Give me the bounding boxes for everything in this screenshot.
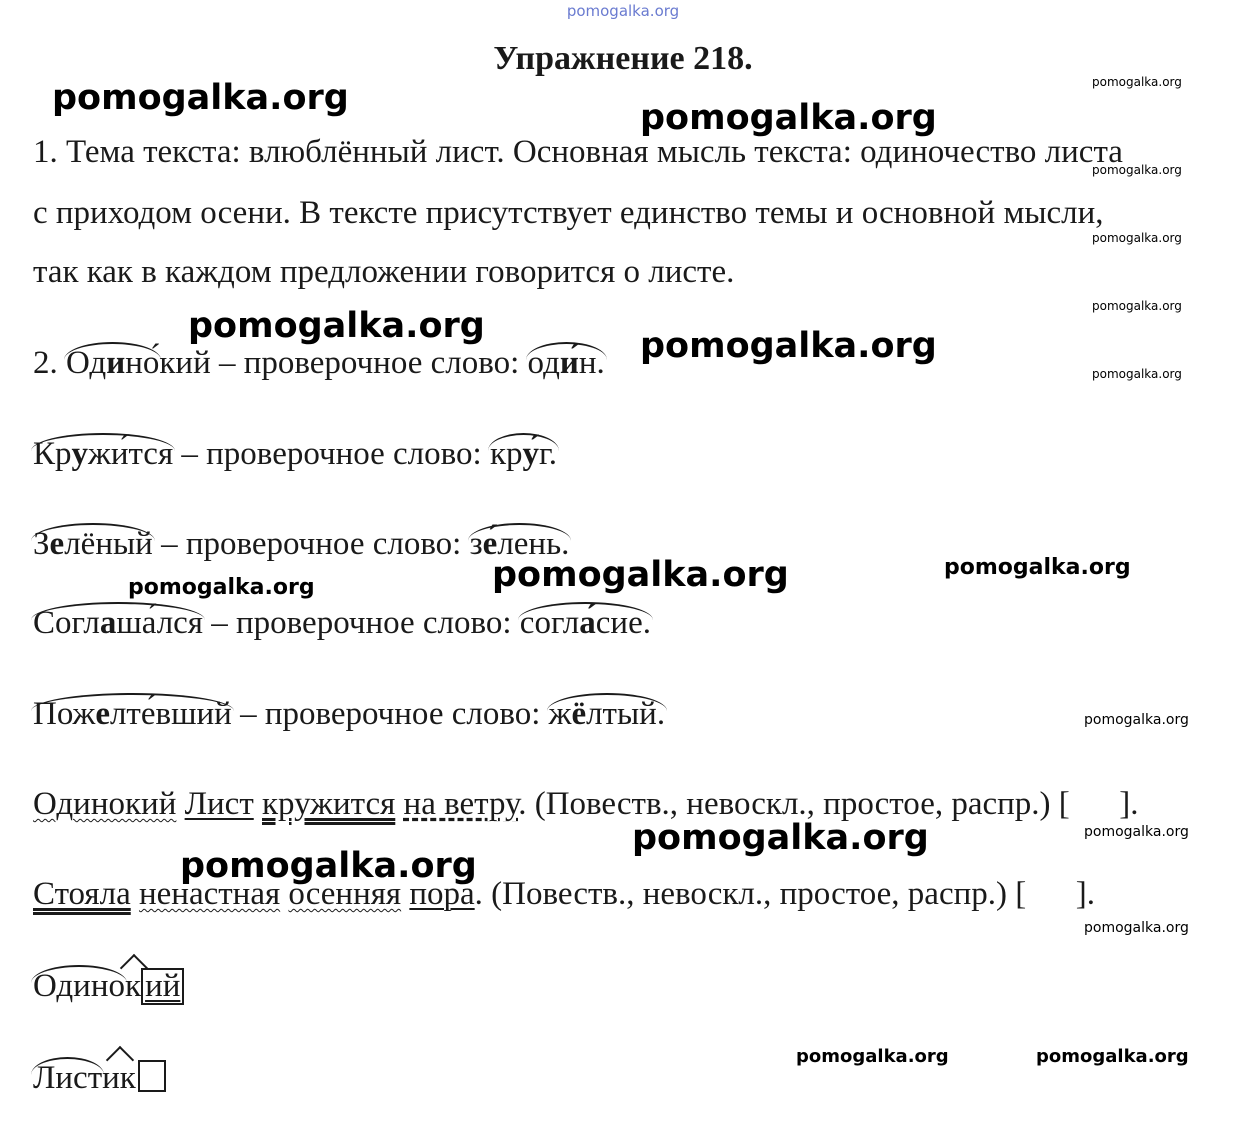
item-number: 2.	[33, 345, 58, 381]
text-line-2: с приходом осени. В тексте присутствует единство темы и основной мысли,	[33, 195, 1104, 231]
word-stem: Листик	[33, 1060, 136, 1096]
check-root: кру́г.	[489, 436, 558, 472]
watermark: pomogalka.org	[1092, 75, 1182, 89]
check-word-row-4: Соглаша́лся – проверочное слово: согла́сие.	[33, 605, 651, 641]
watermark: pomogalka.org	[1092, 299, 1182, 313]
watermark: pomogalka.org	[188, 306, 485, 346]
watermark: pomogalka.org	[128, 575, 315, 600]
word-ending: ий	[141, 968, 184, 1005]
watermark: pomogalka.org	[632, 818, 929, 858]
word-stem: Одинок	[33, 968, 142, 1004]
text-line-1: 1. Тема текста: влюблённый лист. Основная мысль текста: одиночество листа	[33, 134, 1123, 170]
attribute-word: осенняя	[288, 876, 402, 912]
check-word-row-5: Пожелте́вший – проверочное слово: жёлтый.	[33, 696, 666, 732]
exercise-title: Упражнение 218.	[493, 40, 753, 77]
watermark: pomogalka.org	[1036, 1046, 1189, 1067]
watermark: pomogalka.org	[1092, 367, 1182, 381]
predicate-word: Стояла	[33, 876, 131, 912]
check-word-row-1: 2. Одино́кий – проверочное слово: оди́н.	[33, 345, 605, 381]
root-word: Кружи́тся	[33, 436, 174, 472]
attribute-word: Одинокий	[33, 786, 177, 822]
watermark: pomogalka.org	[640, 98, 937, 138]
check-root: оди́н.	[527, 345, 605, 381]
check-root: зе́лень.	[469, 526, 570, 562]
root-word: Зелёный	[33, 526, 153, 562]
sentence-1: Одинокий Лист кружится на ветру. (Повеств., невоскл., простое, распр.) [ ].	[33, 786, 1139, 822]
watermark: pomogalka.org	[180, 846, 477, 886]
sentence-2: Стояла ненастная осенняя пора. (Повеств., невоскл., простое, распр.) [ ].	[33, 876, 1095, 912]
morpheme-word-2	[33, 1060, 166, 1097]
watermark: pomogalka.org	[52, 78, 349, 118]
watermark: pomogalka.org	[1092, 163, 1182, 177]
watermark: pomogalka.org	[796, 1046, 949, 1067]
watermark: pomogalka.org	[492, 555, 789, 595]
text-line-3: так как в каждом предложении говорится о листе.	[33, 254, 735, 290]
check-root: жёлтый.	[548, 696, 666, 732]
check-root: согла́сие.	[519, 605, 651, 641]
subject-word: Лист	[184, 786, 254, 822]
watermark: pomogalka.org	[1084, 712, 1189, 728]
watermark: pomogalka.org	[1092, 231, 1182, 245]
top-watermark: pomogalka.org	[566, 2, 680, 20]
zero-ending-box	[138, 1060, 166, 1092]
watermark: pomogalka.org	[1084, 824, 1189, 840]
watermark: pomogalka.org	[944, 555, 1131, 580]
watermark: pomogalka.org	[640, 326, 937, 366]
predicate-word: кружится	[262, 786, 396, 822]
adverbial-phrase: на ветру	[403, 786, 519, 822]
root-word: Соглаша́лся	[33, 605, 203, 641]
check-word-row-2: Кружи́тся – проверочное слово: кру́г.	[33, 436, 558, 472]
subject-word: пора	[409, 876, 475, 912]
morpheme-word-1	[33, 968, 184, 1005]
check-word-row-3: Зелёный – проверочное слово: зе́лень.	[33, 526, 570, 562]
watermark: pomogalka.org	[1084, 920, 1189, 936]
attribute-word: ненастная	[138, 876, 281, 912]
root-word: Пожелте́вший	[33, 696, 232, 732]
root-word: Одино́	[66, 345, 160, 381]
